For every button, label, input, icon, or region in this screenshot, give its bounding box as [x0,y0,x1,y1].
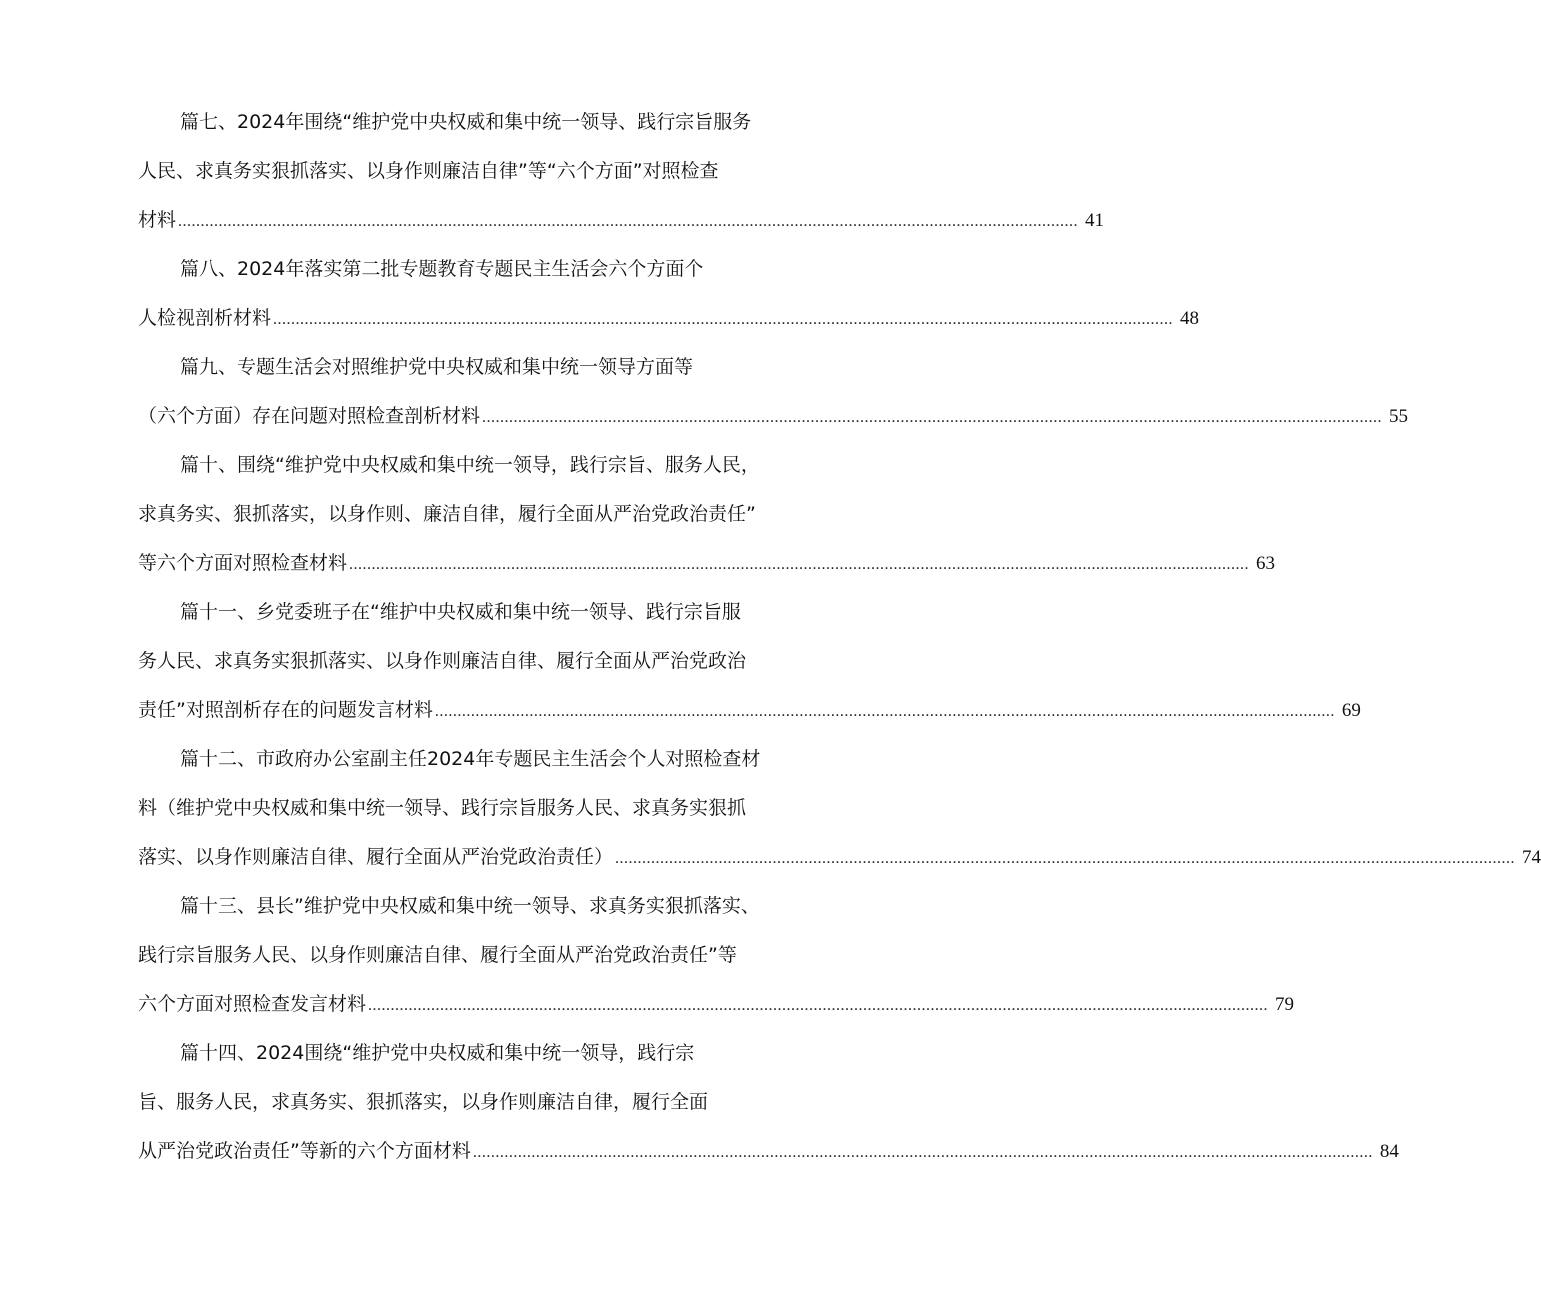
toc-entry-text: 责任”对照剖析存在的问题发言材料 [138,699,433,721]
toc-entry-text: 篇十一、乡党委班子在“维护中央权威和集中统一领导、践行宗旨服 [180,601,741,623]
toc-entry[interactable] [138,98,1105,245]
toc-entry-text: 料（维护党中央权威和集中统一领导、践行宗旨服务人民、求真务实狠抓 [138,797,747,819]
toc-entry-text: 等六个方面对照检查材料 [138,552,348,574]
dot-leader: ........................................................................................................................................................................................................ [472,1144,1373,1161]
dot-leader: ........................................................................................................................................................................................................ [349,556,1250,573]
toc-entry-text: 践行宗旨服务人民、以身作则廉洁自律、履行全面从严治党政治责任”等 [138,944,737,966]
toc-entry-text: 落实、以身作则廉洁自律、履行全面从严治党政治责任） [138,846,614,868]
toc-entry[interactable] [138,588,1361,735]
toc-entry-text: 篇十、围绕“维护党中央权威和集中统一领导，践行宗旨、服务人民， [180,454,760,476]
dot-leader: ........................................................................................................................................................................................................ [482,409,1383,426]
toc-entry-text: 篇七、2024年围绕“维护党中央权威和集中统一领导、践行宗旨服务 [180,111,752,133]
toc-page-number: 55 [1389,406,1409,427]
toc-page-number: 63 [1256,553,1276,574]
toc-page-number: 41 [1085,210,1105,231]
dot-leader: ........................................................................................................................................................................................................ [178,213,1079,230]
toc-entry-text: 人民、求真务实狠抓落实、以身作则廉洁自律”等“六个方面”对照检查 [138,160,719,182]
toc-entry-text: 篇十四、2024围绕“维护党中央权威和集中统一领导，践行宗 [180,1042,695,1064]
dot-leader: ........................................................................................................................................................................................................ [368,997,1269,1014]
toc-entry-text: 求真务实、狠抓落实，以身作则、廉洁自律，履行全面从严治党政治责任” [138,503,756,525]
toc-entry-text: 务人民、求真务实狠抓落实、以身作则廉洁自律、履行全面从严治党政治 [138,650,747,672]
toc-entry[interactable] [138,882,1295,1029]
toc-entry[interactable] [138,735,1541,882]
table-of-contents [138,98,1541,1176]
toc-entry-text: 篇八、2024年落实第二批专题教育专题民主生活会六个方面个 [180,258,704,280]
toc-entry-text: 从严治党政治责任”等新的六个方面材料 [138,1140,471,1162]
toc-entry[interactable] [138,441,1276,588]
dot-leader: ........................................................................................................................................................................................................ [434,703,1335,720]
dot-leader: ........................................................................................................................................................................................................ [273,311,1174,328]
toc-page-number: 74 [1522,847,1541,868]
toc-entry-text: 六个方面对照检查发言材料 [138,993,367,1015]
toc-entry[interactable] [138,245,1200,343]
toc-entry-text: 旨、服务人民，求真务实、狠抓落实，以身作则廉洁自律，履行全面 [138,1091,709,1113]
toc-entry-text: （六个方面）存在问题对照检查剖析材料 [138,405,481,427]
dot-leader: ........................................................................................................................................................................................................ [615,850,1516,867]
toc-page-number: 84 [1379,1141,1399,1162]
toc-entry-text: 篇十三、县长”维护党中央权威和集中统一领导、求真务实狠抓落实、 [180,895,760,917]
toc-entry-text: 人检视剖析材料 [138,307,272,329]
toc-entry-text: 篇九、专题生活会对照维护党中央权威和集中统一领导方面等 [180,356,694,378]
toc-entry-text: 材料 [138,209,177,231]
toc-page-number: 79 [1275,994,1295,1015]
toc-entry[interactable] [138,343,1409,441]
toc-page-number: 69 [1341,700,1361,721]
toc-entry[interactable] [138,1029,1399,1176]
toc-entry-text: 篇十二、市政府办公室副主任2024年专题民主生活会个人对照检查材 [180,748,761,770]
toc-page-number: 48 [1180,308,1200,329]
